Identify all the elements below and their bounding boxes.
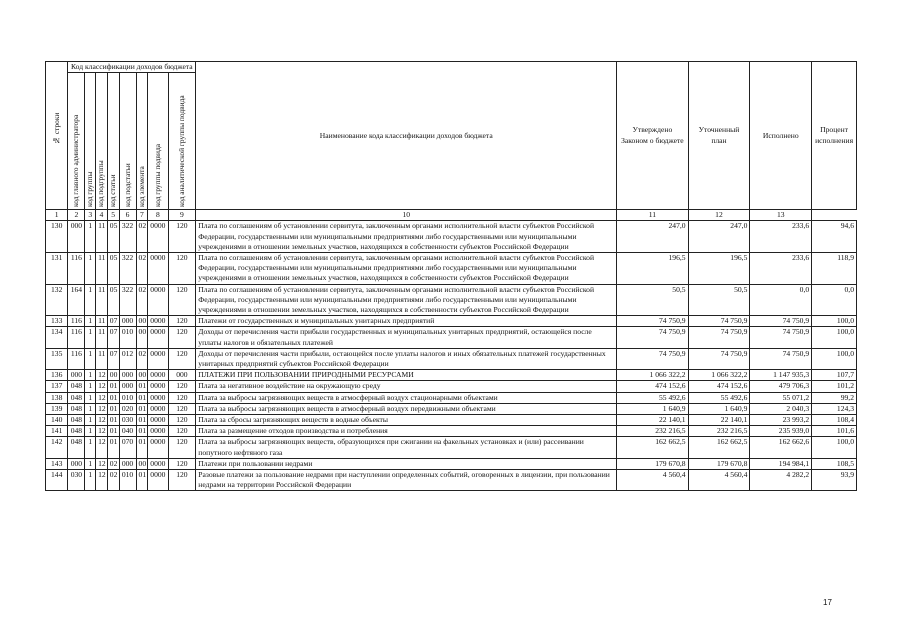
code-subtype-group: 0000 — [148, 381, 168, 392]
code-subgroup: 11 — [96, 327, 108, 348]
refined-value: 1 066 322,2 — [688, 370, 750, 381]
revenue-name: Доходы от перечисления части прибыли государственных и муниципальных унитарных предприятий, остающейся после уплаты налогов и обязательных платежей — [196, 327, 617, 348]
header-name: Наименование кода классификации доходов бюджета — [196, 62, 617, 210]
code-subtype-group: 0000 — [148, 348, 168, 369]
row-number: 137 — [46, 381, 68, 392]
table-row — [46, 348, 857, 369]
executed-value: 55 071,2 — [750, 392, 812, 403]
code-element: 02 — [136, 221, 148, 253]
code-article: 00 — [107, 370, 119, 381]
refined-value: 55 492,6 — [688, 392, 750, 403]
executed-value: 4 282,2 — [750, 470, 812, 491]
table-row — [46, 415, 857, 426]
code-element: 01 — [136, 426, 148, 437]
code-analytic-group: 120 — [168, 403, 196, 414]
row-number: 139 — [46, 403, 68, 414]
executed-value: 23 993,2 — [750, 415, 812, 426]
refined-value: 196,5 — [688, 253, 750, 285]
code-subarticle: 000 — [119, 370, 136, 381]
header-refined: Уточненный план — [688, 62, 750, 210]
refined-value: 74 750,9 — [688, 316, 750, 327]
index-cell: 8 — [148, 210, 168, 221]
table-row — [46, 426, 857, 437]
approved-value: 474 152,6 — [617, 381, 688, 392]
code-admin: 048 — [68, 381, 85, 392]
revenue-name: Плата за выбросы загрязняющих веществ в атмосферный воздух передвижными объектами — [196, 403, 617, 414]
code-admin: 048 — [68, 403, 85, 414]
code-subgroup: 11 — [96, 253, 108, 285]
code-admin: 000 — [68, 458, 85, 469]
code-element: 02 — [136, 284, 148, 316]
code-subarticle: 030 — [119, 415, 136, 426]
approved-value: 196,5 — [617, 253, 688, 285]
code-subgroup: 12 — [96, 437, 108, 458]
row-number: 138 — [46, 392, 68, 403]
percent-value: 100,0 — [812, 327, 857, 348]
revenue-name: Плата по соглашениям об установлении сервитута, заключенным органами исполнительной власти субъектов Российской Федерации, государственными или муниципальными предприятиями либо государственными или муниципальными учреждениями в отношении земельных участков, находящихся в собственности субъектов Российской Федерации — [196, 284, 617, 316]
revenue-name: Плата за негативное воздействие на окружающую среду — [196, 381, 617, 392]
code-admin: 116 — [68, 327, 85, 348]
percent-value: 118,9 — [812, 253, 857, 285]
row-number: 141 — [46, 426, 68, 437]
code-element: 00 — [136, 370, 148, 381]
index-cell: 5 — [107, 210, 119, 221]
code-article: 05 — [107, 221, 119, 253]
code-admin: 048 — [68, 415, 85, 426]
code-group: 1 — [85, 392, 96, 403]
code-subtype-group: 0000 — [148, 403, 168, 414]
code-analytic-group: 120 — [168, 426, 196, 437]
code-subtype-group: 0000 — [148, 458, 168, 469]
code-element: 02 — [136, 253, 148, 285]
code-admin: 116 — [68, 316, 85, 327]
index-row — [46, 210, 857, 221]
revenue-name: Плата за выбросы загрязняющих веществ в атмосферный воздух стационарными объектами — [196, 392, 617, 403]
revenue-name: Доходы от перечисления части прибыли, остающейся после уплаты налогов и иных обязательных платежей государственных унитарных предприятий субъектов Российской Федерации — [196, 348, 617, 369]
code-subarticle: 040 — [119, 426, 136, 437]
code-subgroup: 11 — [96, 284, 108, 316]
code-group: 1 — [85, 470, 96, 491]
index-cell: 11 — [617, 210, 688, 221]
row-number: 135 — [46, 348, 68, 369]
revenue-name: Плата за сбросы загрязняющих веществ в водные объекты — [196, 415, 617, 426]
code-article: 01 — [107, 437, 119, 458]
executed-value: 233,6 — [750, 221, 812, 253]
code-article: 07 — [107, 316, 119, 327]
approved-value: 162 662,5 — [617, 437, 688, 458]
code-group: 1 — [85, 327, 96, 348]
executed-value: 74 750,9 — [750, 327, 812, 348]
table-row — [46, 403, 857, 414]
code-analytic-group: 120 — [168, 381, 196, 392]
code-analytic-group: 120 — [168, 470, 196, 491]
header-code-group: Код классификации доходов бюджета — [68, 62, 196, 73]
executed-value: 74 750,9 — [750, 348, 812, 369]
code-analytic-group: 120 — [168, 253, 196, 285]
code-subgroup: 12 — [96, 470, 108, 491]
percent-value: 108,5 — [812, 458, 857, 469]
code-analytic-group: 120 — [168, 392, 196, 403]
code-subarticle: 020 — [119, 403, 136, 414]
header-code-subgroup: код подгруппы — [96, 73, 108, 210]
code-article: 01 — [107, 381, 119, 392]
code-subgroup: 12 — [96, 403, 108, 414]
code-subarticle: 322 — [119, 253, 136, 285]
header-executed: Исполнено — [750, 62, 812, 210]
code-admin: 116 — [68, 348, 85, 369]
code-admin: 000 — [68, 370, 85, 381]
code-subarticle: 010 — [119, 470, 136, 491]
percent-value: 100,0 — [812, 348, 857, 369]
percent-value: 100,0 — [812, 316, 857, 327]
header-code-article: код статьи — [107, 73, 119, 210]
row-number: 134 — [46, 327, 68, 348]
code-subarticle: 010 — [119, 392, 136, 403]
revenue-name: ПЛАТЕЖИ ПРИ ПОЛЬЗОВАНИИ ПРИРОДНЫМИ РЕСУРСАМИ — [196, 370, 617, 381]
executed-value: 479 706,3 — [750, 381, 812, 392]
approved-value: 55 492,6 — [617, 392, 688, 403]
approved-value: 74 750,9 — [617, 327, 688, 348]
index-cell: 13 — [750, 210, 812, 221]
code-subgroup: 11 — [96, 221, 108, 253]
code-subarticle: 000 — [119, 458, 136, 469]
refined-value: 1 640,9 — [688, 403, 750, 414]
code-analytic-group: 120 — [168, 221, 196, 253]
index-cell: 10 — [196, 210, 617, 221]
code-analytic-group: 120 — [168, 284, 196, 316]
code-subtype-group: 0000 — [148, 415, 168, 426]
code-subarticle: 012 — [119, 348, 136, 369]
code-analytic-group: 120 — [168, 458, 196, 469]
executed-value: 2 040,3 — [750, 403, 812, 414]
row-number: 140 — [46, 415, 68, 426]
table-row — [46, 392, 857, 403]
code-subgroup: 11 — [96, 316, 108, 327]
table-row — [46, 470, 857, 491]
code-group: 1 — [85, 437, 96, 458]
approved-value: 1 066 322,2 — [617, 370, 688, 381]
code-group: 1 — [85, 253, 96, 285]
code-subtype-group: 0000 — [148, 253, 168, 285]
approved-value: 74 750,9 — [617, 348, 688, 369]
header-row-no: № строки — [46, 62, 68, 210]
code-subtype-group: 0000 — [148, 470, 168, 491]
code-subgroup: 12 — [96, 370, 108, 381]
index-cell: 3 — [85, 210, 96, 221]
code-subarticle: 322 — [119, 284, 136, 316]
code-subarticle: 010 — [119, 327, 136, 348]
header-code-subarticle: код подстатьи — [119, 73, 136, 210]
code-article: 01 — [107, 392, 119, 403]
code-subarticle: 070 — [119, 437, 136, 458]
code-element: 01 — [136, 392, 148, 403]
code-element: 01 — [136, 470, 148, 491]
table-row — [46, 370, 857, 381]
header-approved: Утверждено Законом о бюджете — [617, 62, 688, 210]
code-element: 00 — [136, 458, 148, 469]
index-cell: 12 — [688, 210, 750, 221]
refined-value: 4 560,4 — [688, 470, 750, 491]
refined-value: 74 750,9 — [688, 348, 750, 369]
row-number: 143 — [46, 458, 68, 469]
code-group: 1 — [85, 415, 96, 426]
refined-value: 247,0 — [688, 221, 750, 253]
code-subgroup: 11 — [96, 348, 108, 369]
row-number: 142 — [46, 437, 68, 458]
row-number: 132 — [46, 284, 68, 316]
refined-value: 474 152,6 — [688, 381, 750, 392]
code-subgroup: 12 — [96, 426, 108, 437]
revenue-name: Платежи от государственных и муниципальных унитарных предприятий — [196, 316, 617, 327]
index-cell: 1 — [46, 210, 68, 221]
executed-value: 162 662,6 — [750, 437, 812, 458]
revenue-name: Плата по соглашениям об установлении сервитута, заключенным органами исполнительной власти субъектов Российской Федерации, государственными или муниципальными предприятиями либо государственными или муниципальными учреждениями в отношении земельных участков, находящихся в собственности субъектов Российской Федерации — [196, 253, 617, 285]
code-admin: 030 — [68, 470, 85, 491]
table-row — [46, 381, 857, 392]
index-cell: 4 — [96, 210, 108, 221]
executed-value: 74 750,9 — [750, 316, 812, 327]
revenue-name: Плата за выбросы загрязняющих веществ, образующихся при сжигании на факельных установках и (или) рассеивании попутного нефтяного газа — [196, 437, 617, 458]
code-subgroup: 12 — [96, 458, 108, 469]
approved-value: 1 640,9 — [617, 403, 688, 414]
row-number: 130 — [46, 221, 68, 253]
revenue-name: Платежи при пользовании недрами — [196, 458, 617, 469]
executed-value: 1 147 935,3 — [750, 370, 812, 381]
code-subarticle: 322 — [119, 221, 136, 253]
code-element: 00 — [136, 316, 148, 327]
code-subtype-group: 0000 — [148, 392, 168, 403]
percent-value: 124,3 — [812, 403, 857, 414]
code-analytic-group: 120 — [168, 437, 196, 458]
refined-value: 22 140,1 — [688, 415, 750, 426]
percent-value: 100,0 — [812, 437, 857, 458]
code-article: 01 — [107, 415, 119, 426]
code-group: 1 — [85, 221, 96, 253]
approved-value: 232 216,5 — [617, 426, 688, 437]
code-group: 1 — [85, 370, 96, 381]
percent-value: 108,4 — [812, 415, 857, 426]
header-percent: Процент исполнения — [812, 62, 857, 210]
table-row — [46, 458, 857, 469]
approved-value: 179 670,8 — [617, 458, 688, 469]
header-code-analytic-group: код аналитической группы подвида — [168, 73, 196, 210]
code-admin: 048 — [68, 426, 85, 437]
code-group: 1 — [85, 403, 96, 414]
index-cell: 9 — [168, 210, 196, 221]
percent-value: 93,9 — [812, 470, 857, 491]
percent-value: 94,6 — [812, 221, 857, 253]
refined-value: 50,5 — [688, 284, 750, 316]
index-cell: 6 — [119, 210, 136, 221]
code-admin: 048 — [68, 437, 85, 458]
revenue-name: Плата за размещение отходов производства и потребления — [196, 426, 617, 437]
code-subarticle: 000 — [119, 381, 136, 392]
header-code-group-1: код группы — [85, 73, 96, 210]
code-article: 02 — [107, 458, 119, 469]
code-article: 07 — [107, 348, 119, 369]
code-group: 1 — [85, 458, 96, 469]
index-cell: 2 — [68, 210, 85, 221]
code-article: 07 — [107, 327, 119, 348]
row-number: 144 — [46, 470, 68, 491]
code-group: 1 — [85, 426, 96, 437]
code-element: 01 — [136, 381, 148, 392]
percent-value: 99,2 — [812, 392, 857, 403]
code-group: 1 — [85, 348, 96, 369]
percent-value: 101,6 — [812, 426, 857, 437]
header-code-subtype-group: код группы подвида — [148, 73, 168, 210]
code-subtype-group: 0000 — [148, 327, 168, 348]
code-analytic-group: 120 — [168, 316, 196, 327]
refined-value: 232 216,5 — [688, 426, 750, 437]
code-subgroup: 12 — [96, 381, 108, 392]
code-element: 01 — [136, 437, 148, 458]
revenue-table — [45, 61, 857, 491]
revenue-name: Разовые платежи за пользование недрами при наступлении определенных событий, оговоренных в лицензии, при пользовании недрами на территории Российской Федерации — [196, 470, 617, 491]
code-admin: 000 — [68, 221, 85, 253]
row-number: 136 — [46, 370, 68, 381]
code-group: 1 — [85, 316, 96, 327]
code-subtype-group: 0000 — [148, 370, 168, 381]
percent-value: 101,2 — [812, 381, 857, 392]
percent-value: 0,0 — [812, 284, 857, 316]
code-subgroup: 12 — [96, 392, 108, 403]
code-subtype-group: 0000 — [148, 316, 168, 327]
code-article: 01 — [107, 403, 119, 414]
executed-value: 194 984,1 — [750, 458, 812, 469]
table-row — [46, 437, 857, 458]
code-subtype-group: 0000 — [148, 426, 168, 437]
code-element: 00 — [136, 327, 148, 348]
table-body — [46, 221, 857, 491]
code-admin: 164 — [68, 284, 85, 316]
code-group: 1 — [85, 381, 96, 392]
index-cell: 7 — [136, 210, 148, 221]
code-analytic-group: 000 — [168, 370, 196, 381]
code-element: 01 — [136, 415, 148, 426]
executed-value: 0,0 — [750, 284, 812, 316]
code-admin: 116 — [68, 253, 85, 285]
code-analytic-group: 120 — [168, 415, 196, 426]
approved-value: 22 140,1 — [617, 415, 688, 426]
table-row — [46, 284, 857, 316]
code-article: 01 — [107, 426, 119, 437]
code-group: 1 — [85, 284, 96, 316]
revenue-name: Плата по соглашениям об установлении сервитута, заключенным органами исполнительной власти субъектов Российской Федерации, государственными или муниципальными предприятиями либо государственными или муниципальными учреждениями в отношении земельных участков, находящихся в собственности субъектов Российской Федерации — [196, 221, 617, 253]
page-number: 17 — [823, 598, 832, 607]
table-row — [46, 221, 857, 253]
approved-value: 4 560,4 — [617, 470, 688, 491]
approved-value: 50,5 — [617, 284, 688, 316]
code-subgroup: 12 — [96, 415, 108, 426]
executed-value: 235 939,0 — [750, 426, 812, 437]
refined-value: 74 750,9 — [688, 327, 750, 348]
code-article: 05 — [107, 253, 119, 285]
code-article: 02 — [107, 470, 119, 491]
code-article: 05 — [107, 284, 119, 316]
code-subarticle: 000 — [119, 316, 136, 327]
table-row — [46, 327, 857, 348]
code-subtype-group: 0000 — [148, 284, 168, 316]
code-subtype-group: 0000 — [148, 221, 168, 253]
percent-value: 107,7 — [812, 370, 857, 381]
code-analytic-group: 120 — [168, 348, 196, 369]
code-analytic-group: 120 — [168, 327, 196, 348]
code-admin: 048 — [68, 392, 85, 403]
executed-value: 233,6 — [750, 253, 812, 285]
row-number: 133 — [46, 316, 68, 327]
header-code-admin: код главного администратора — [68, 73, 85, 210]
refined-value: 162 662,5 — [688, 437, 750, 458]
code-element: 02 — [136, 348, 148, 369]
row-number: 131 — [46, 253, 68, 285]
header-code-element: код элемента — [136, 73, 148, 210]
code-subtype-group: 0000 — [148, 437, 168, 458]
code-element: 01 — [136, 403, 148, 414]
approved-value: 247,0 — [617, 221, 688, 253]
refined-value: 179 670,8 — [688, 458, 750, 469]
table-row — [46, 316, 857, 327]
table-row — [46, 253, 857, 285]
approved-value: 74 750,9 — [617, 316, 688, 327]
